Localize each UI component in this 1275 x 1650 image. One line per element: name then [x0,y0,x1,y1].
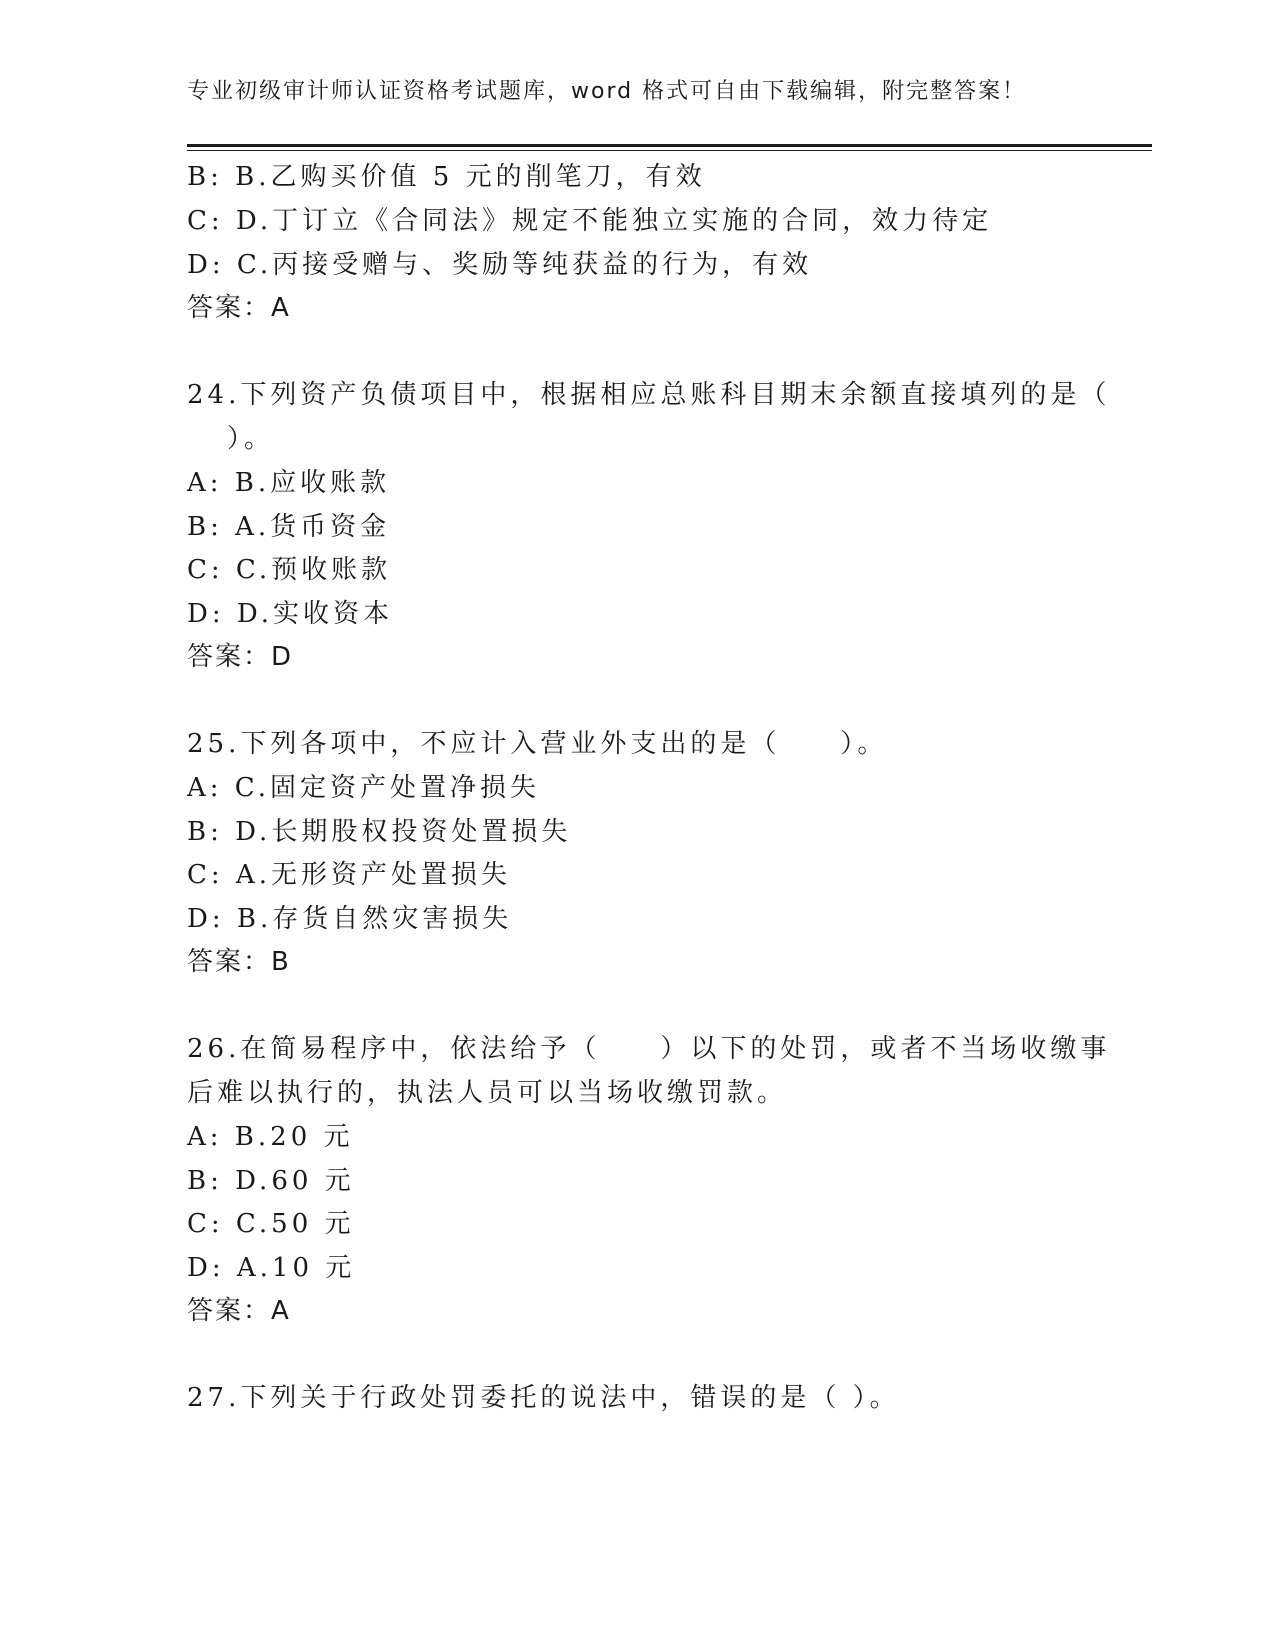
answer-line: 答案：A [187,293,291,323]
option-line: C: C.预收账款 [187,555,392,585]
option-line: B: B.乙购买价值 5 元的削笔刀，有效 [187,162,706,192]
question-27-text: 27.下列关于行政处罚委托的说法中，错误的是（ ）。 [187,1383,900,1413]
option-line: A: C.固定资产处置净损失 [187,773,541,803]
question-24-text: 24.下列资产负债项目中，根据相应总账科目期末余额直接填列的是（ [187,380,1111,410]
option-line: B: A.货币资金 [187,512,391,542]
option-line: B: D.60 元 [187,1166,355,1196]
question-26-text: 26.在简易程序中，依法给予（ ）以下的处罚，或者不当场收缴事 [187,1034,1111,1064]
option-line: D: C.丙接受赠与、奖励等纯获益的行为，有效 [187,250,813,280]
option-line: C: C.50 元 [187,1209,355,1239]
answer-line: 答案：B [187,947,291,977]
page-header: 专业初级审计师认证资格考试题库，word 格式可自由下载编辑，附完整答案！ [187,79,1027,104]
question-26-text-cont: 后难以执行的，执法人员可以当场收缴罚款。 [187,1078,788,1108]
header-rule-thick [187,144,1152,147]
option-line: A: B.20 元 [187,1122,354,1152]
option-line: D: D.实收资本 [187,599,394,629]
question-24-text-cont: ）。 [227,424,275,454]
question-25-text: 25.下列各项中，不应计入营业外支出的是（ ）。 [187,729,888,759]
header-rule-thin [187,150,1152,151]
option-line: A: B.应收账款 [187,468,391,498]
answer-line: 答案：D [187,642,294,672]
option-line: B: D.长期股权投资处置损失 [187,817,572,847]
option-line: D: A.10 元 [187,1253,356,1283]
answer-line: 答案：A [187,1296,291,1326]
option-line: C: D.丁订立《合同法》规定不能独立实施的合同，效力待定 [187,206,993,236]
option-line: C: A.无形资产处置损失 [187,860,511,890]
option-line: D: B.存货自然灾害损失 [187,904,513,934]
